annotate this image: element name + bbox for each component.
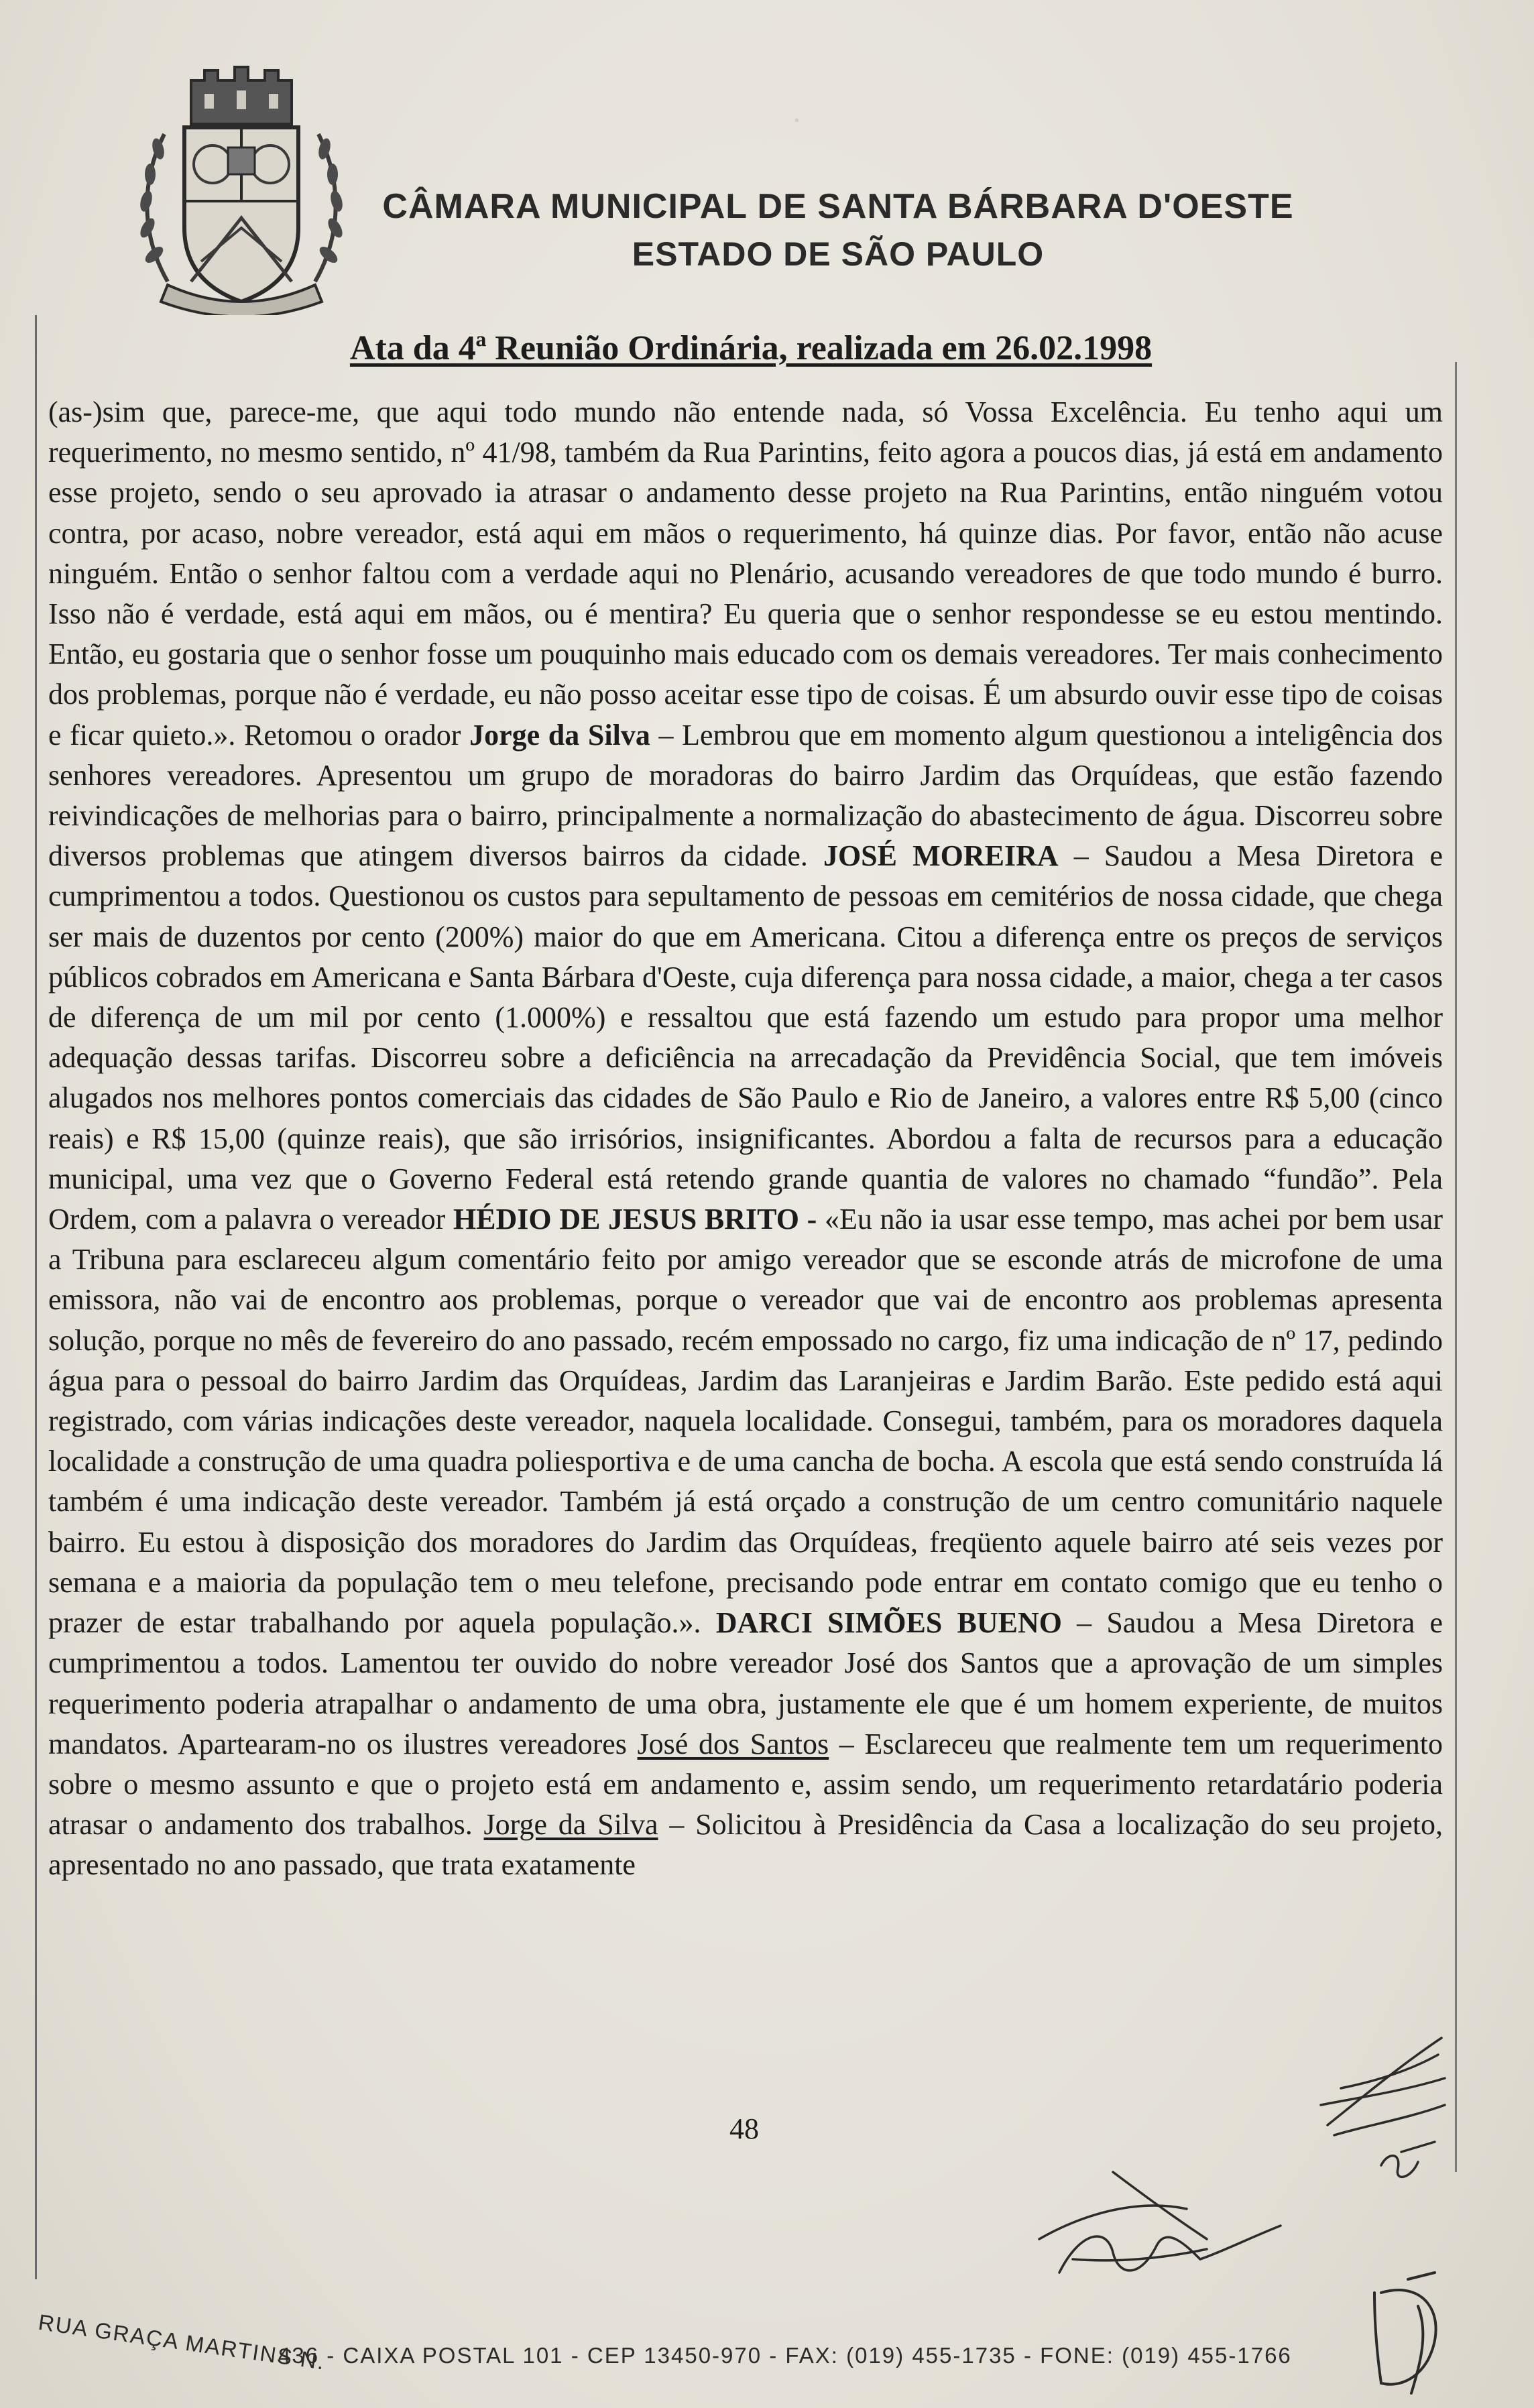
minutes-title: Ata da 4ª Reunião Ordinária, realizada em 26.02.1998 <box>349 329 1153 367</box>
body-text-run: – Solicitou à Presidência da Casa a localização do seu projeto, apresentado no ano passado, que trata exatamente <box>48 1808 1443 1882</box>
body-text-run: «Eu não ia usar esse tempo, mas achei por bem usar a Tribuna para esclareceu algum comentário feito por amigo vereador que se esconde atrás de microfone de uma emissora, não vai de encontro aos problemas, porque o vereador que vai de encontro aos problemas apresenta solução, porque no mês de fevereiro do ano passado, recém empossado no cargo, fiz uma indicação de nº 17, pedindo água para o pessoal do bairro Jardim das Orquídeas, Jardim das Laranjeiras e Jardim Barão. Este pedido está aqui registrado, com várias indicações deste vereador, naquela localidade. Consegui, também, para os moradores daquela localidade a construção de uma quadra poliesportiva e de uma cancha de bocha. A escola que está sendo construída lá também é uma indicação deste vereador. Também já está orçado a construção de um centro comunitário naquele bairro. Eu estou à disposição dos moradores do Jardim das Orquídeas, freqüento aquele bairro até seis vezes por semana e a maioria da população tem o meu telefone, precisando pode entrar em contato comigo que eu tenho o prazer de estar trabalhando por aquela população.». <box>48 1203 1443 1640</box>
body-text-run: – Esclareceu que realmente tem um requerimento sobre o mesmo assunto e que o projeto está em andamento e, assim sendo, um requerimento retardatário poderia atrasar o andamento dos trabalhos. <box>48 1727 1443 1842</box>
signature-icon <box>1301 2025 1455 2199</box>
header-title: CÂMARA MUNICIPAL DE SANTA BÁRBARA D'OESTE <box>382 187 1294 226</box>
body-text-run: – Saudou a Mesa Diretora e cumprimentou a todos. Lamentou ter ouvido do nobre vereador José dos Santos que a aprovação de um simples requerimento poderia atrapalhar o andamento de uma obra, justamente ele que é um homem experiente, de muitos mandatos. Apartearam-no os ilustres vereadores <box>48 1606 1443 1760</box>
speaker-name: DARCI SIMÕES BUENO <box>715 1606 1062 1640</box>
aparte-name: José dos Santos <box>637 1727 829 1760</box>
speaker-name: JOSÉ MOREIRA <box>823 839 1059 873</box>
body-text-run: – Lembrou que em momento algum questionou a inteligência dos senhores vereadores. Apresentou um grupo de moradoras do bairro Jardim das Orquídeas, que estão fazendo reivindicações de melhorias para o bairro, principalmente a normalização do abastecimento de água. Discorreu sobre diversos problemas que atingem diversos bairros da cidade. <box>48 718 1443 873</box>
bleed-through: · <box>790 101 804 139</box>
page-number: 48 <box>729 2112 759 2145</box>
speaker-name: Jorge da Silva <box>469 718 650 751</box>
aparte-name: Jorge da Silva <box>483 1808 658 1842</box>
footer-contact: 436 - CAIXA POSTAL 101 - CEP 13450-970 - FAX: (019) 455-1735 - FONE: (019) 455-1766 <box>278 2343 1292 2368</box>
footer-address <box>36 2303 1462 2383</box>
speaker-name: HÉDIO DE JESUS BRITO - <box>453 1203 817 1236</box>
right-margin-line <box>1455 362 1457 2172</box>
header-subtitle: ESTADO DE SÃO PAULO <box>632 235 1045 273</box>
coat-of-arms-icon <box>127 60 355 315</box>
signature-icon <box>1032 2145 1314 2299</box>
body-text-run: – Saudou a Mesa Diretora e cumprimentou a todos. Questionou os custos para sepultamento de pessoas em cemitérios de nossa cidade, que chega ser mais de duzentos por cento (200%) maior do que em Americana. Citou a diferença entre os preços de serviços públicos cobrados em Americana e Santa Bárbara d'Oeste, cuja diferença para nossa cidade, a maior, chega a ter casos de diferença de um mil por cento (1.000%) e ressaltou que está fazendo um estudo para propor uma melhor adequação dessas tarifas. Discorreu sobre a deficiência na arrecadação da Previdência Social, que tem imóveis alugados nos melhores pontos comerciais das cidades de São Paulo e Rio de Janeiro, a valores entre R$ 5,00 (cinco reais) e R$ 15,00 (quinze reais), que são irrisórios, insignificantes. Abordou a falta de recursos para a educação municipal, uma vez que o Governo Federal está retendo grande quantia de valores no chamado “fundão”. Pela Ordem, com a palavra o vereador <box>48 839 1443 1236</box>
body-text-run: (as-)sim que, parece-me, que aqui todo mundo não entende nada, só Vossa Excelência. Eu tenho aqui um requerimento, no mesmo sentido, nº 41/98, também da Rua Parintins, feito agora a poucos dias, já está em andamento esse projeto, sendo o seu aprovado ia atrasar o andamento desse projeto na Rua Parintins, então ninguém votou contra, por acaso, nobre vereador, está aqui em mãos o requerimento, há quinze dias. Por favor, então não acuse ninguém. Então o senhor faltou com a verdade aqui no Plenário, acusando vereadores de que todo mundo é burro. Isso não é verdade, está aqui em mãos, ou é mentira? Eu queria que o senhor respondesse se eu estou mentindo. Então, eu gostaria que o senhor fosse um pouquinho mais educado com os demais vereadores. Ter mais conhecimento dos problemas, porque não é verdade, eu não posso aceitar esse tipo de coisas. É um absurdo ouvir esse tipo de coisas e ficar quieto.». Retomou o orador <box>48 396 1443 751</box>
footer-street: RUA GRAÇA MARTINS N. <box>36 2309 327 2374</box>
minutes-body <box>48 392 1443 1886</box>
left-margin-line <box>35 315 37 2279</box>
